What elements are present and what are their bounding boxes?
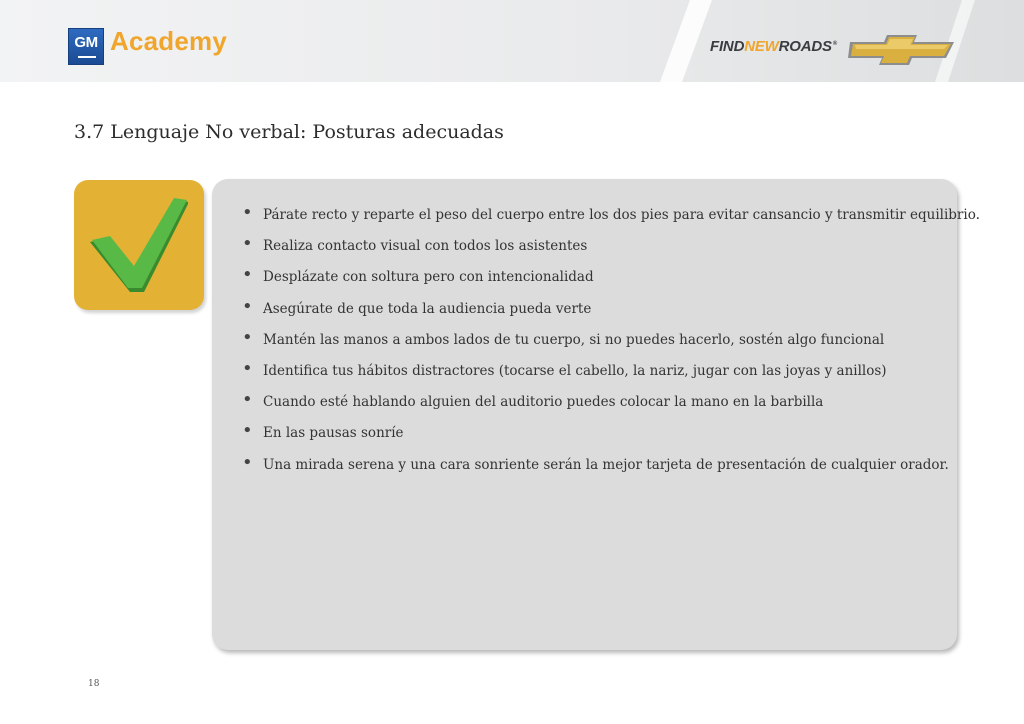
page-title: 3.7 Lenguaje No verbal: Posturas adecuadas [74, 121, 504, 143]
header-bar [0, 0, 1024, 82]
check-tile [74, 180, 204, 310]
gm-logo-text: GM [74, 34, 98, 51]
bullet-item: • Mantén las manos a ambos lados de tu cuerpo, si no puedes hacerlo, sostén algo funcional [242, 331, 957, 362]
check-mark-icon [88, 198, 188, 294]
slogan-trademark: ® [832, 41, 838, 47]
bullet-item: • Identifica tus hábitos distractores (tocarse el cabello, la nariz, jugar con las joyas y anillos) [242, 362, 957, 393]
bullet-item: • Cuando esté hablando alguien del auditorio puedes colocar la mano en la barbilla [242, 393, 957, 424]
academy-title: Academy [110, 26, 228, 56]
slogan-find: FIND [710, 38, 745, 55]
slogan-new: NEW [744, 38, 779, 55]
bullet-item: • Desplázate con soltura pero con intencionalidad [242, 268, 957, 299]
bullet-item: • Párate recto y reparte el peso del cuerpo entre los dos pies para evitar cansancio y transmitir equilibrio. [242, 206, 957, 237]
bullet-list [242, 206, 980, 487]
page-number: 18 [88, 679, 100, 689]
chevrolet-bowtie-icon [846, 32, 958, 68]
bullet-item: • Realiza contacto visual con todos los asistentes [242, 237, 957, 268]
bullet-item: • Asegúrate de que toda la audiencia pueda verte [242, 300, 957, 331]
bullet-item: • En las pausas sonríe [242, 424, 957, 455]
bullet-item: • Una mirada serena y una cara sonriente serán la mejor tarjeta de presentación de cualquier orador. [242, 456, 957, 487]
gm-logo [68, 28, 104, 65]
content-panel [212, 179, 980, 650]
find-new-roads-slogan [710, 38, 837, 55]
slogan-roads: ROADS [778, 38, 832, 55]
